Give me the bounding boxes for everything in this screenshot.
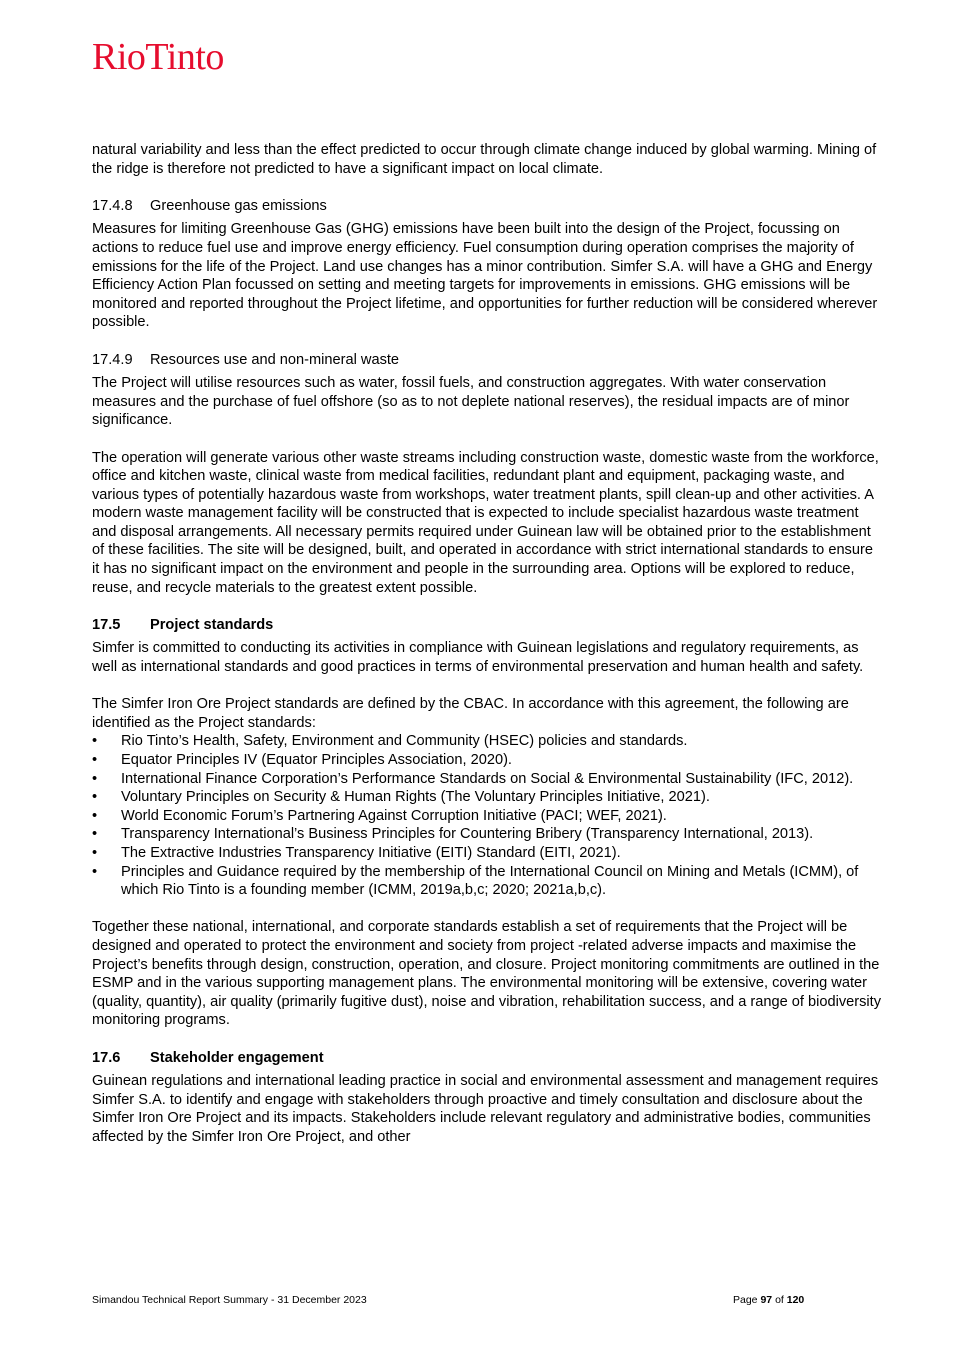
bullet-icon: • (92, 770, 98, 787)
ghg-paragraph: Measures for limiting Greenhouse Gas (GHG) emissions have been built into the design of the Project, focussing on actions to reduce fuel use and improve energy efficiency. Fuel consumption during operation comprises the majority of emissions for the life of the Project. Land use changes has a minor contribution. Simfer S.A. will have a GHG and Energy Efficiency Action Plan focussed on setting and meeting targets for improvements in emissions. GHG emissions will be monitored and reported throughout the Project lifetime, and opportunities for further reduction will be considered wherever possible. (92, 221, 878, 331)
list-item (92, 807, 882, 826)
list-item-text: The Extractive Industries Transparency Initiative (EITI) Standard (EITI, 2021). (121, 844, 621, 861)
footer-document-title: Simandou Technical Report Summary - 31 December 2023 (92, 1294, 367, 1306)
list-item-text: World Economic Forum’s Partnering Against Corruption Initiative (PACI; WEF, 2021). (121, 807, 667, 824)
list-item-text: Transparency International’s Business Principles for Countering Bribery (Transparency International, 2013). (121, 826, 814, 843)
bullet-icon: • (92, 807, 98, 824)
section-number: 17.6 (92, 1049, 121, 1066)
total-pages: 120 (786, 1294, 805, 1306)
list-item (92, 732, 882, 751)
current-page: 97 (760, 1294, 773, 1306)
list-item-text: International Finance Corporation’s Performance Standards on Social & Environmental Sustainability (IFC, 2012). (121, 770, 854, 787)
list-item (92, 770, 882, 789)
bullet-icon: • (92, 844, 98, 861)
bullet-icon: • (92, 863, 98, 880)
section-number: 17.4.8 (92, 197, 133, 214)
list-item (92, 844, 882, 863)
list-item-text: Rio Tinto’s Health, Safety, Environment and Community (HSEC) policies and standards. (121, 733, 688, 750)
list-item-text: Principles and Guidance required by the membership of the International Council on Mining and Metals (ICMM), of which Rio Tinto is a founding member (ICMM, 2019a,b,c; 2020; 2021a,b,c). (121, 863, 859, 899)
list-item-text: Voluntary Principles on Security & Human Rights (The Voluntary Principles Initiative, 2021). (121, 789, 710, 806)
section-title: Project standards (150, 616, 274, 633)
section-title: Stakeholder engagement (150, 1049, 324, 1066)
standards-paragraph-3: Together these national, international, and corporate standards establish a set of requirements that the Project will be designed and operated to protect the environment and society from project -related adverse impacts and maximise the Project’s benefits through design, construction, operation, and closure. Project monitoring commitments are outlined in the ESMP and in the various supporting management plans. The environmental monitoring will be extensive, covering water (quality, quantity), air quality (primarily fugitive dust), noise and vibration, rehabilitation success, and a range of biodiversity monitoring programs. (92, 919, 881, 1029)
intro-paragraph: natural variability and less than the effect predicted to occur through climate change induced by global warming. Mining of the ridge is therefore not predicted to have a significant impact on local climate. (92, 142, 877, 177)
list-item (92, 825, 882, 844)
section-title: Greenhouse gas emissions (150, 197, 327, 214)
list-item (92, 788, 882, 807)
section-number: 17.4.9 (92, 351, 133, 368)
stakeholder-paragraph: Guinean regulations and international leading practice in social and environmental assessment and management requires Simfer S.A. to identify and engage with stakeholders through proactive and timely consultation and disclosure about the Simfer Iron Ore Project and its impacts. Stakeholders include relevant regulatory and administrative bodies, communities affected by the Simfer Iron Ore Project, and other (92, 1073, 879, 1145)
rio-tinto-logo: RioTinto (92, 36, 224, 78)
bullet-icon: • (92, 752, 98, 768)
standards-paragraph-1: Simfer is committed to conducting its activities in compliance with Guinean legislations and regulatory requirements, as well as international standards and good practices in terms of environmental preservation and human health and safety. (92, 640, 864, 676)
section-17-4-9-heading (92, 351, 882, 370)
page-label: Page (733, 1294, 758, 1306)
section-title: Resources use and non-mineral waste (150, 351, 400, 368)
bullet-icon: • (92, 733, 98, 750)
bullet-icon: • (92, 789, 98, 806)
section-17-6-heading (92, 1049, 882, 1068)
section-17-4-8-heading (92, 197, 882, 216)
of-label: of (775, 1294, 784, 1306)
section-17-5-heading (92, 616, 882, 635)
standards-paragraph-2: The Simfer Iron Ore Project standards are defined by the CBAC. In accordance with this agreement, the following are identified as the Project standards: (92, 696, 849, 731)
document-body (92, 141, 882, 1146)
bullet-icon: • (92, 826, 98, 843)
standards-list (92, 732, 882, 899)
waste-paragraph: The operation will generate various other waste streams including construction waste, domestic waste from the workforce, office and kitchen waste, clinical waste from medical facilities, redundant plant and equipment, packaging waste, and various types of potentially hazardous waste from workshops, water treatment plants, spill clean-up and other activities. A modern waste management facility will be constructed that is expected to include specialist hazardous waste treatment and disposal arrangements. All necessary permits required under Guinean law will be obtained prior to the establishment of these facilities. The site will be designed, built, and operated in accordance with strict international standards to ensure it has no significant impact on the environment and people in the surrounding area. Options will be explored to reduce, reuse, and recycle materials to the greatest extent possible. (92, 449, 879, 596)
section-number: 17.5 (92, 616, 121, 633)
resources-paragraph: The Project will utilise resources such as water, fossil fuels, and construction aggregates. With water conservation measures and the purchase of fuel offshore (so as to not deplete national reserves), the residual impacts are of minor significance. (92, 375, 850, 429)
footer-page-number (733, 1293, 804, 1307)
list-item (92, 751, 882, 770)
list-item (92, 863, 882, 900)
list-item-text: Equator Principles IV (Equator Principles Association, 2020). (121, 752, 512, 768)
